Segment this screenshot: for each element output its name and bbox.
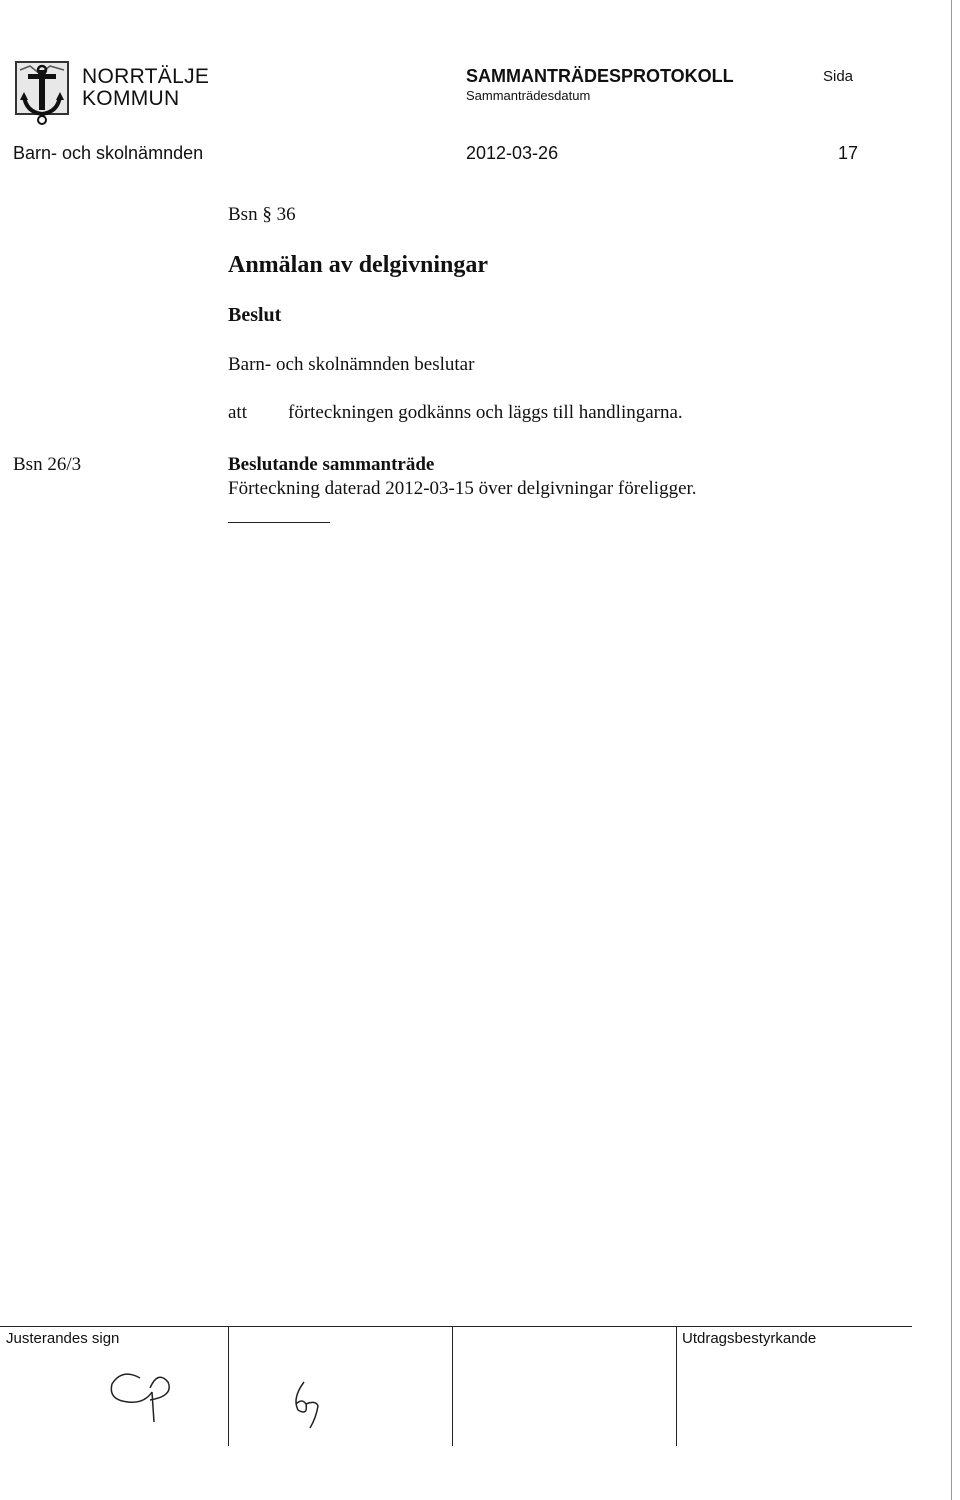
decision-text: förteckningen godkänns och läggs till handlingarna. [288,402,683,423]
logo-line-1: NORRTÄLJE [82,65,210,88]
footer-rule [0,1326,912,1327]
signers-label: Justerandes sign [6,1330,120,1347]
municipality-logo-text [82,66,209,110]
footer-divider-1 [228,1326,229,1446]
preparation-text: Förteckning daterad 2012-03-15 över delgivningar föreligger. [228,478,697,499]
signature-2 [286,1376,330,1436]
decision-intro: Barn- och skolnämnden beslutar [228,354,475,375]
meeting-date: 2012-03-26 [466,143,559,163]
paragraph-reference: Bsn § 36 [228,204,296,225]
margin-reference: Bsn 26/3 [13,454,82,475]
anchor-logo-icon [14,60,70,126]
extract-label: Utdragsbestyrkande [682,1330,817,1347]
att-word: att [228,402,247,423]
preparation-label: Beslutande sammanträde [228,454,435,475]
footer-divider-2 [452,1326,453,1446]
signature-1 [100,1362,180,1432]
document-title: SAMMANTRÄDESPROTOKOLL [466,66,734,86]
document-subtitle: Sammanträdesdatum [466,88,591,103]
logo-line-2: KOMMUN [82,87,180,110]
decision-label: Beslut [228,304,282,326]
scan-border [951,0,952,1500]
section-heading: Anmälan av delgivningar [228,252,489,278]
section-end-rule [228,522,330,523]
page-number: 17 [838,143,859,163]
page-label: Sida [823,68,854,85]
committee-name: Barn- och skolnämnden [13,143,204,163]
footer-divider-3 [676,1326,677,1446]
